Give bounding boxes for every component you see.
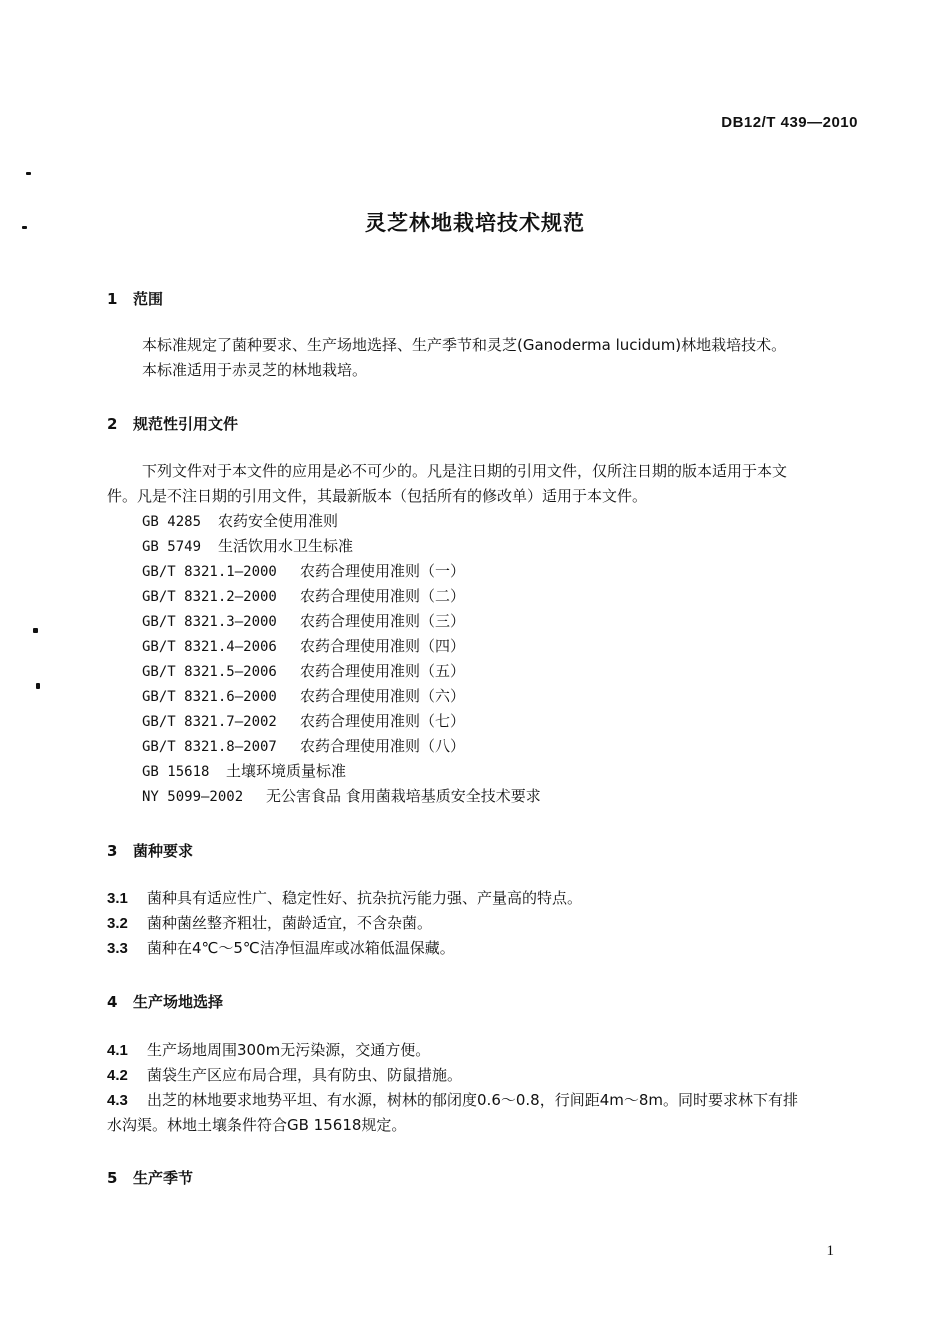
section-heading — [107, 840, 193, 861]
reference-code: GB/T 8321.8—2007 — [142, 739, 277, 755]
clause-text: 菌种在4℃～5℃洁净恒温库或冰箱低温保藏。 — [147, 939, 455, 957]
reference-name: 无公害食品 食用菌栽培基质安全技术要求 — [266, 787, 541, 805]
section-heading — [107, 991, 223, 1012]
clause — [107, 1063, 857, 1088]
clause-number: 4.3 — [107, 1092, 128, 1109]
paragraph: 本标准适用于赤灵芝的林地栽培。 — [142, 361, 368, 379]
reference-name: 农药合理使用准则（六） — [300, 687, 466, 705]
reference-name: 生活饮用水卫生标准 — [218, 537, 354, 555]
section-number: 3 — [107, 842, 118, 860]
clause — [107, 886, 857, 911]
reference-item — [142, 710, 465, 731]
reference-item — [142, 785, 541, 806]
reference-code: NY 5099—2002 — [142, 789, 244, 805]
reference-code: GB 15618 — [142, 764, 210, 780]
clause-number: 3.3 — [107, 940, 128, 957]
clause-text: 菌种菌丝整齐粗壮，菌龄适宜，不含杂菌。 — [147, 914, 433, 932]
reference-item — [142, 585, 465, 606]
reference-item — [142, 685, 465, 706]
clause — [107, 1038, 857, 1063]
scan-speck — [26, 172, 31, 175]
clause-text: 菌种具有适应性广、稳定性好、抗杂抗污能力强、产量高的特点。 — [147, 889, 583, 907]
reference-code: GB/T 8321.6—2000 — [142, 689, 277, 705]
clause-number: 3.2 — [107, 915, 128, 932]
reference-code: GB/T 8321.1—2000 — [142, 564, 277, 580]
reference-name: 农药合理使用准则（二） — [300, 587, 466, 605]
clause-text: 菌袋生产区应布局合理，具有防虫、防鼠措施。 — [147, 1066, 463, 1084]
reference-code: GB 5749 — [142, 539, 202, 555]
reference-item — [142, 510, 338, 531]
reference-item — [142, 735, 465, 756]
scan-speck — [36, 683, 40, 689]
reference-item — [142, 535, 353, 556]
clause-number: 4.1 — [107, 1042, 128, 1059]
section-title: 菌种要求 — [133, 842, 194, 860]
section-title: 范围 — [133, 290, 164, 308]
reference-item — [142, 610, 465, 631]
reference-code: GB/T 8321.7—2002 — [142, 714, 277, 730]
reference-item — [142, 635, 465, 656]
clause — [107, 911, 857, 936]
reference-item — [142, 760, 346, 781]
clause-text: 生产场地周围300m无污染源，交通方便。 — [147, 1041, 431, 1059]
reference-name: 农药合理使用准则（三） — [300, 612, 466, 630]
clause-number: 3.1 — [107, 890, 128, 907]
page-number: 1 — [826, 1243, 834, 1259]
reference-code: GB/T 8321.2—2000 — [142, 589, 277, 605]
reference-name: 土壤环境质量标准 — [226, 762, 347, 780]
reference-name: 农药合理使用准则（五） — [300, 662, 466, 680]
reference-code: GB/T 8321.5—2006 — [142, 664, 277, 680]
reference-code: GB/T 8321.3—2000 — [142, 614, 277, 630]
section-title: 生产场地选择 — [133, 993, 224, 1011]
section-number: 2 — [107, 415, 118, 433]
reference-code: GB/T 8321.4—2006 — [142, 639, 277, 655]
section-heading — [107, 413, 238, 434]
section-heading — [107, 1167, 193, 1188]
section-number: 1 — [107, 290, 118, 308]
clause — [107, 936, 857, 961]
section-heading — [107, 288, 163, 309]
section-number: 5 — [107, 1169, 118, 1187]
paragraph: 件。凡是不注日期的引用文件，其最新版本（包括所有的修改单）适用于本文件。 — [107, 487, 648, 505]
section-title: 规范性引用文件 — [133, 415, 239, 433]
clause-continuation: 水沟渠。林地土壤条件符合GB 15618规定。 — [107, 1116, 407, 1134]
section-title: 生产季节 — [133, 1169, 194, 1187]
reference-name: 农药合理使用准则（八） — [300, 737, 466, 755]
reference-name: 农药合理使用准则（一） — [300, 562, 466, 580]
clause-text: 出芝的林地要求地势平坦、有水源，树林的郁闭度0.6～0.8，行间距4m～8m。同时要求林下有排 — [147, 1091, 799, 1109]
document-title: 灵芝林地栽培技术规范 — [365, 211, 585, 235]
standard-code: DB12/T 439—2010 — [721, 114, 858, 131]
clause — [107, 1088, 857, 1113]
paragraph: 本标准规定了菌种要求、生产场地选择、生产季节和灵芝(Ganoderma lucidum)林地栽培技术。 — [142, 336, 787, 354]
clause-number: 4.2 — [107, 1067, 128, 1084]
reference-name: 农药合理使用准则（七） — [300, 712, 466, 730]
paragraph: 下列文件对于本文件的应用是必不可少的。凡是注日期的引用文件，仅所注日期的版本适用于本文 — [142, 462, 788, 480]
reference-name: 农药安全使用准则 — [218, 512, 339, 530]
scan-speck — [33, 628, 38, 633]
reference-code: GB 4285 — [142, 514, 202, 530]
reference-item — [142, 660, 465, 681]
reference-name: 农药合理使用准则（四） — [300, 637, 466, 655]
section-number: 4 — [107, 993, 118, 1011]
reference-item — [142, 560, 465, 581]
